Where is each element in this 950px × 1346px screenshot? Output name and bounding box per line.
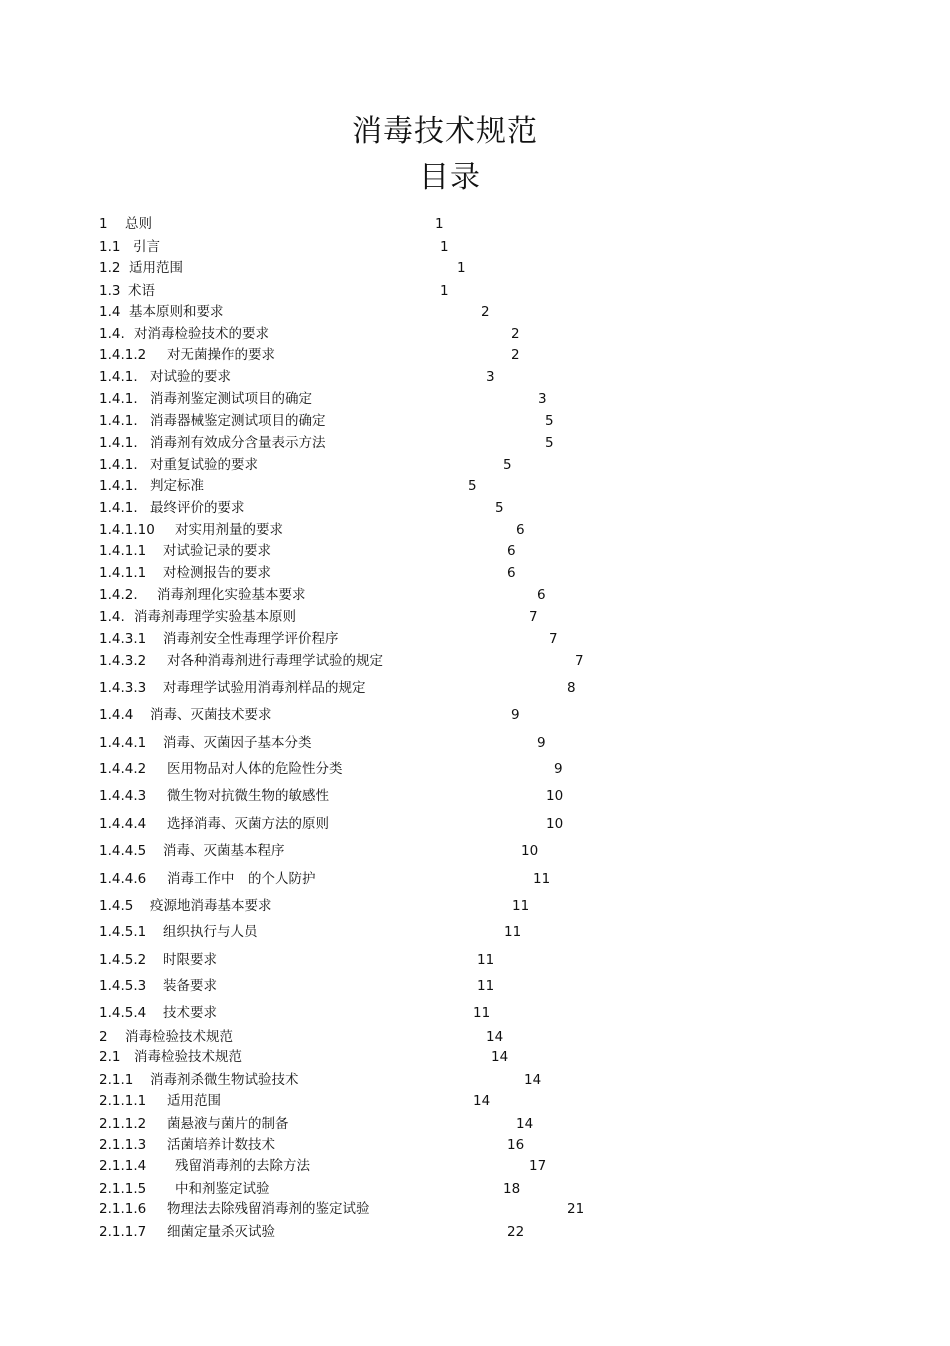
toc-entry-page: 5 (545, 413, 554, 429)
toc-entry-title: 术语 (128, 283, 155, 299)
document-title: 消毒技术规范 (352, 114, 538, 149)
toc-entry-page: 6 (537, 587, 546, 603)
toc-entry-title: 对检测报告的要求 (163, 565, 271, 581)
toc-entry-page: 10 (521, 843, 539, 859)
toc-entry-title: 对无菌操作的要求 (167, 347, 275, 363)
toc-entry-page: 1 (435, 216, 444, 232)
toc-entry[interactable] (0, 607, 950, 627)
toc-entry-title: 对消毒检验技术的要求 (134, 326, 269, 342)
toc-entry-title: 活菌培养计数技术 (167, 1137, 275, 1153)
toc-entry-page: 5 (545, 435, 554, 451)
toc-entry-title: 微生物对抗微生物的敏感性 (167, 788, 329, 804)
toc-entry-number: 1.4.1. (99, 435, 138, 451)
toc-entry-page: 10 (546, 816, 564, 832)
toc-entry[interactable] (0, 455, 950, 475)
toc-entry-number: 1.4.1. (99, 391, 138, 407)
toc-entry[interactable] (0, 1156, 950, 1176)
toc-entry[interactable] (0, 976, 950, 996)
toc-entry-number: 1.4.5.3 (99, 978, 147, 994)
toc-entry-title: 消毒剂有效成分含量表示方法 (150, 435, 326, 451)
toc-entry-number: 1.4.4.6 (99, 871, 147, 887)
toc-entry-title: 消毒、灭菌因子基本分类 (163, 735, 312, 751)
toc-entry-page: 10 (546, 788, 564, 804)
toc-entry-number: 2.1.1.3 (99, 1137, 147, 1153)
toc-entry-number: 1.4.4.5 (99, 843, 147, 859)
toc-entry-number: 1.2 (99, 260, 121, 276)
toc-entry-title: 残留消毒剂的去除方法 (175, 1158, 310, 1174)
toc-entry-page: 1 (440, 239, 449, 255)
toc-entry-number: 1.4.1. (99, 478, 138, 494)
toc-entry[interactable] (0, 1199, 950, 1219)
toc-entry[interactable] (0, 705, 950, 725)
toc-entry[interactable] (0, 345, 950, 365)
toc-entry-title: 引言 (133, 239, 160, 255)
toc-entry[interactable] (0, 786, 950, 806)
toc-entry[interactable] (0, 1114, 950, 1134)
toc-entry-number: 1.4.1.1 (99, 543, 147, 559)
toc-entry-number: 1.4.4 (99, 707, 134, 723)
toc-entry-title: 消毒剂鉴定测试项目的确定 (150, 391, 312, 407)
toc-entry-title: 菌悬液与菌片的制备 (167, 1116, 289, 1132)
toc-entry-number: 1.4.2. (99, 587, 138, 603)
toc-entry[interactable] (0, 1027, 950, 1047)
toc-entry-page: 5 (468, 478, 477, 494)
toc-entry-number: 1.1 (99, 239, 121, 255)
toc-entry-number: 2 (99, 1029, 108, 1045)
toc-entry-title: 对毒理学试验用消毒剂样品的规定 (163, 680, 366, 696)
toc-entry-number: 1.4. (99, 326, 125, 342)
toc-entry[interactable] (0, 258, 950, 278)
toc-entry-number: 1.4.1. (99, 500, 138, 516)
toc-entry-page: 11 (512, 898, 530, 914)
toc-entry-page: 11 (477, 952, 495, 968)
toc-entry-page: 6 (516, 522, 525, 538)
toc-entry[interactable] (0, 411, 950, 431)
toc-entry-number: 1.4 (99, 304, 121, 320)
toc-entry[interactable] (0, 1135, 950, 1155)
toc-entry[interactable] (0, 281, 950, 301)
toc-entry[interactable] (0, 733, 950, 753)
toc-entry-page: 2 (511, 326, 520, 342)
toc-entry-title: 组织执行与人员 (163, 924, 258, 940)
toc-entry[interactable] (0, 520, 950, 540)
toc-entry[interactable] (0, 324, 950, 344)
toc-entry-page: 5 (495, 500, 504, 516)
toc-entry-number: 1.4.4.1 (99, 735, 147, 751)
toc-entry-number: 2.1.1 (99, 1072, 134, 1088)
toc-entry[interactable] (0, 476, 950, 496)
toc-entry[interactable] (0, 814, 950, 834)
toc-entry-title: 消毒剂安全性毒理学评价程序 (163, 631, 339, 647)
toc-entry-page: 9 (511, 707, 520, 723)
toc-entry-number: 1.4.1. (99, 369, 138, 385)
toc-entry-title: 总则 (125, 216, 152, 232)
toc-entry-page: 11 (477, 978, 495, 994)
toc-entry-number: 1.4. (99, 609, 125, 625)
toc-entry[interactable] (0, 1003, 950, 1023)
toc-entry-page: 14 (524, 1072, 542, 1088)
toc-entry-page: 5 (503, 457, 512, 473)
toc-entry-number: 1.3 (99, 283, 121, 299)
toc-entry[interactable] (0, 367, 950, 387)
toc-entry-title: 消毒工作中 的个人防护 (167, 871, 316, 887)
toc-entry[interactable] (0, 841, 950, 861)
toc-entry-number: 2.1.1.6 (99, 1201, 147, 1217)
toc-entry-title: 物理法去除残留消毒剂的鉴定试验 (167, 1201, 370, 1217)
toc-entry[interactable] (0, 1070, 950, 1090)
toc-entry-page: 7 (529, 609, 538, 625)
toc-entry-title: 细菌定量杀灭试验 (167, 1224, 275, 1240)
toc-entry-title: 消毒剂毒理学实验基本原则 (134, 609, 296, 625)
toc-entry-page: 14 (491, 1049, 509, 1065)
toc-entry-page: 2 (481, 304, 490, 320)
toc-entry-title: 疫源地消毒基本要求 (150, 898, 272, 914)
toc-entry-number: 2.1.1.2 (99, 1116, 147, 1132)
toc-entry[interactable] (0, 1222, 950, 1242)
toc-entry-title: 中和剂鉴定试验 (175, 1181, 270, 1197)
toc-entry-title: 消毒检验技术规范 (125, 1029, 233, 1045)
toc-entry[interactable] (0, 1179, 950, 1199)
toc-entry[interactable] (0, 541, 950, 561)
toc-entry-title: 对实用剂量的要求 (175, 522, 283, 538)
toc-entry[interactable] (0, 629, 950, 649)
toc-entry-page: 1 (457, 260, 466, 276)
toc-entry-number: 1.4.5.1 (99, 924, 147, 940)
toc-entry[interactable] (0, 950, 950, 970)
toc-entry-number: 1.4.1. (99, 413, 138, 429)
toc-entry[interactable] (0, 389, 950, 409)
toc-entry-page: 6 (507, 543, 516, 559)
toc-entry-title: 判定标准 (150, 478, 204, 494)
toc-entry-page: 7 (549, 631, 558, 647)
toc-entry-number: 1.4.5 (99, 898, 134, 914)
toc-entry[interactable] (0, 563, 950, 583)
toc-entry-title: 选择消毒、灭菌方法的原则 (167, 816, 329, 832)
toc-entry-page: 11 (533, 871, 551, 887)
toc-entry[interactable] (0, 585, 950, 605)
toc-entry-number: 1.4.5.2 (99, 952, 147, 968)
toc-entry-number: 1 (99, 216, 108, 232)
toc-entry-number: 1.4.3.1 (99, 631, 147, 647)
toc-entry-page: 3 (486, 369, 495, 385)
toc-entry-title: 适用范围 (167, 1093, 221, 1109)
toc-entry-page: 21 (567, 1201, 585, 1217)
toc-entry-page: 7 (575, 653, 584, 669)
toc-entry-number: 1.4.1. (99, 457, 138, 473)
toc-entry-number: 1.4.3.3 (99, 680, 147, 696)
toc-entry-page: 1 (440, 283, 449, 299)
toc-entry-number: 1.4.4.2 (99, 761, 147, 777)
toc-entry-number: 1.4.4.4 (99, 816, 147, 832)
toc-entry-page: 14 (473, 1093, 491, 1109)
toc-entry[interactable] (0, 433, 950, 453)
toc-entry[interactable] (0, 759, 950, 779)
toc-entry-number: 1.4.1.1 (99, 565, 147, 581)
toc-entry-page: 18 (503, 1181, 521, 1197)
toc-entry-number: 1.4.3.2 (99, 653, 147, 669)
toc-entry-page: 16 (507, 1137, 525, 1153)
toc-entry-title: 消毒、灭菌基本程序 (163, 843, 285, 859)
toc-entry-number: 1.4.4.3 (99, 788, 147, 804)
toc-entry-page: 8 (567, 680, 576, 696)
toc-entry[interactable] (0, 896, 950, 916)
toc-entry-title: 消毒剂理化实验基本要求 (157, 587, 306, 603)
toc-entry-page: 14 (516, 1116, 534, 1132)
toc-entry-number: 1.4.5.4 (99, 1005, 147, 1021)
toc-entry[interactable] (0, 498, 950, 518)
toc-entry-title: 技术要求 (163, 1005, 217, 1021)
toc-entry[interactable] (0, 1091, 950, 1111)
toc-entry-number: 2.1.1.5 (99, 1181, 147, 1197)
toc-entry-title: 适用范围 (129, 260, 183, 276)
toc-entry-page: 9 (554, 761, 563, 777)
toc-entry-title: 对各种消毒剂进行毒理学试验的规定 (167, 653, 383, 669)
toc-entry[interactable] (0, 922, 950, 942)
toc-entry-number: 1.4.1.2 (99, 347, 147, 363)
document-subtitle: 目录 (419, 160, 481, 195)
toc-entry-title: 装备要求 (163, 978, 217, 994)
toc-entry-number: 2.1.1.7 (99, 1224, 147, 1240)
toc-entry-page: 17 (529, 1158, 547, 1174)
toc-entry[interactable] (0, 678, 950, 698)
toc-entry-title: 基本原则和要求 (129, 304, 224, 320)
toc-entry-title: 消毒、灭菌技术要求 (150, 707, 272, 723)
toc-entry-number: 2.1.1.1 (99, 1093, 147, 1109)
toc-entry-title: 消毒器械鉴定测试项目的确定 (150, 413, 326, 429)
toc-entry-page: 2 (511, 347, 520, 363)
toc-entry-page: 11 (504, 924, 522, 940)
toc-entry-title: 消毒剂杀微生物试验技术 (150, 1072, 299, 1088)
toc-entry-title: 最终评价的要求 (150, 500, 245, 516)
toc-entry-title: 对试验的要求 (150, 369, 231, 385)
toc-entry[interactable] (0, 1047, 950, 1067)
toc-entry[interactable] (0, 869, 950, 889)
toc-entry[interactable] (0, 237, 950, 257)
toc-entry[interactable] (0, 214, 950, 234)
toc-entry-title: 时限要求 (163, 952, 217, 968)
toc-entry-page: 14 (486, 1029, 504, 1045)
toc-entry[interactable] (0, 302, 950, 322)
toc-entry-page: 22 (507, 1224, 525, 1240)
toc-entry-page: 3 (538, 391, 547, 407)
toc-entry-number: 2.1.1.4 (99, 1158, 147, 1174)
toc-entry-number: 2.1 (99, 1049, 121, 1065)
toc-entry[interactable] (0, 651, 950, 671)
toc-entry-title: 对重复试验的要求 (150, 457, 258, 473)
toc-entry-title: 医用物品对人体的危险性分类 (167, 761, 343, 777)
toc-entry-page: 9 (537, 735, 546, 751)
toc-entry-number: 1.4.1.10 (99, 522, 155, 538)
toc-entry-page: 6 (507, 565, 516, 581)
toc-entry-title: 对试验记录的要求 (163, 543, 271, 559)
toc-entry-title: 消毒检验技术规范 (134, 1049, 242, 1065)
toc-entry-page: 11 (473, 1005, 491, 1021)
